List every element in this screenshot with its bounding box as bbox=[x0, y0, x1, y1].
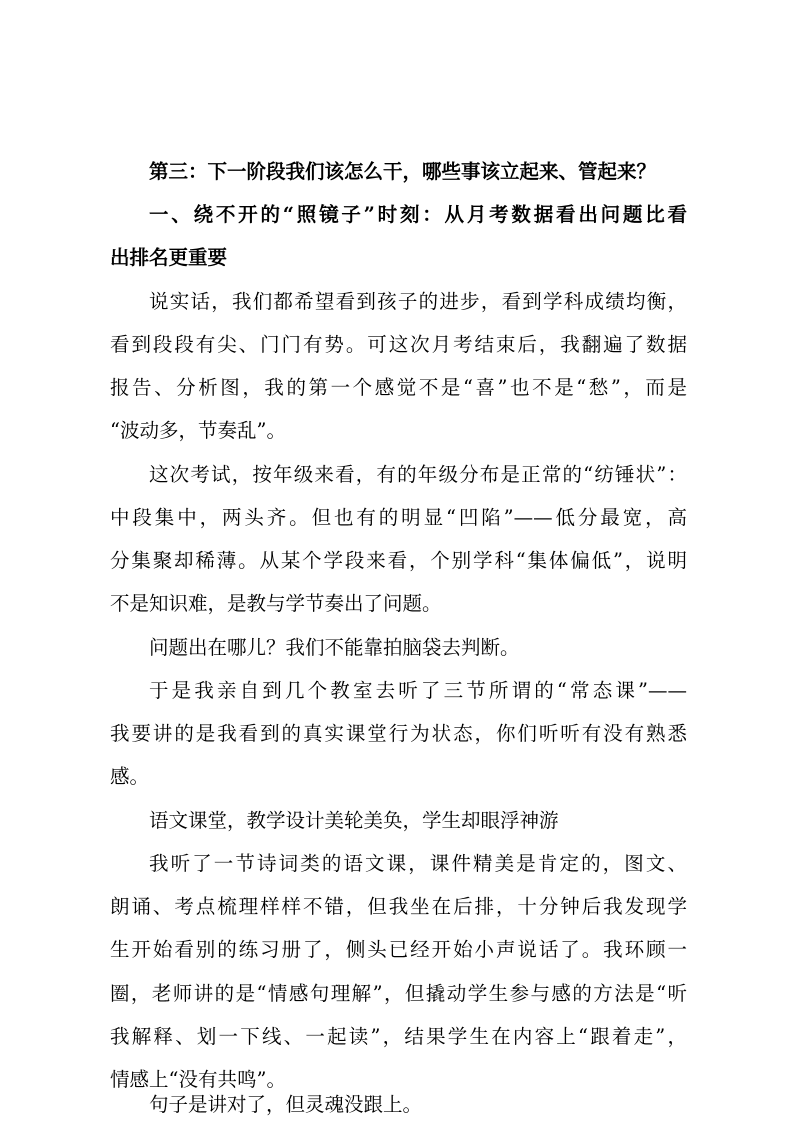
section-title: 第三：下一阶段我们该怎么干，哪些事该立起来、管起来？ bbox=[149, 160, 657, 183]
paragraph-4-line-2: 我要讲的是我看到的真实课堂行为状态，你们听听有没有熟悉 bbox=[110, 722, 687, 745]
paragraph-6-line-6: 情感上“没有共鸣”。 bbox=[110, 1068, 286, 1091]
paragraph-4-line-1: 于是我亲自到几个教室去听了三节所谓的“常态课”—— bbox=[149, 679, 687, 702]
paragraph-6-line-1: 我听了一节诗词类的语文课，课件精美是肯定的，图文、 bbox=[149, 852, 687, 875]
subtitle-line-2: 出排名更重要 bbox=[110, 246, 228, 269]
paragraph-1-line-1: 说实话，我们都希望看到孩子的进步，看到学科成绩均衡， bbox=[149, 290, 687, 313]
paragraph-3: 问题出在哪儿？我们不能靠拍脑袋去判断。 bbox=[149, 636, 520, 659]
paragraph-2-line-2: 中段集中，两头齐。但也有的明显“凹陷”——低分最宽，高 bbox=[110, 506, 687, 529]
paragraph-6-line-4: 圈，老师讲的是“情感句理解”，但撬动学生参与感的方法是“听 bbox=[110, 982, 687, 1005]
paragraph-7: 句子是讲对了，但灵魂没跟上。 bbox=[149, 1093, 423, 1116]
paragraph-5: 语文课堂，教学设计美轮美奂，学生却眼浮神游 bbox=[149, 809, 559, 832]
subtitle-line-1: 一、绕不开的“照镜子”时刻：从月考数据看出问题比看 bbox=[149, 203, 687, 226]
paragraph-2-line-1: 这次考试，按年级来看，有的年级分布是正常的“纺锤状”： bbox=[149, 463, 687, 486]
paragraph-6-line-3: 生开始看别的练习册了，侧头已经开始小声说话了。我环顾一 bbox=[110, 938, 687, 961]
paragraph-1-line-4: “波动多，节奏乱”。 bbox=[110, 419, 286, 442]
paragraph-1-line-3: 报告、分析图，我的第一个感觉不是“喜”也不是“愁”，而是 bbox=[110, 376, 687, 399]
paragraph-2-line-3: 分集聚却稀薄。从某个学段来看，个别学科“集体偏低”，说明 bbox=[110, 549, 687, 572]
paragraph-1-line-2: 看到段段有尖、门门有势。可这次月考结束后，我翻遍了数据 bbox=[110, 333, 687, 356]
paragraph-6-line-2: 朗诵、考点梳理样样不错，但我坐在后排，十分钟后我发现学 bbox=[110, 895, 687, 918]
paragraph-4-line-3: 感。 bbox=[110, 765, 150, 788]
paragraph-6-line-5: 我解释、划一下线、一起读”，结果学生在内容上“跟着走”， bbox=[110, 1025, 687, 1048]
paragraph-2-line-4: 不是知识难，是教与学节奏出了问题。 bbox=[110, 592, 442, 615]
